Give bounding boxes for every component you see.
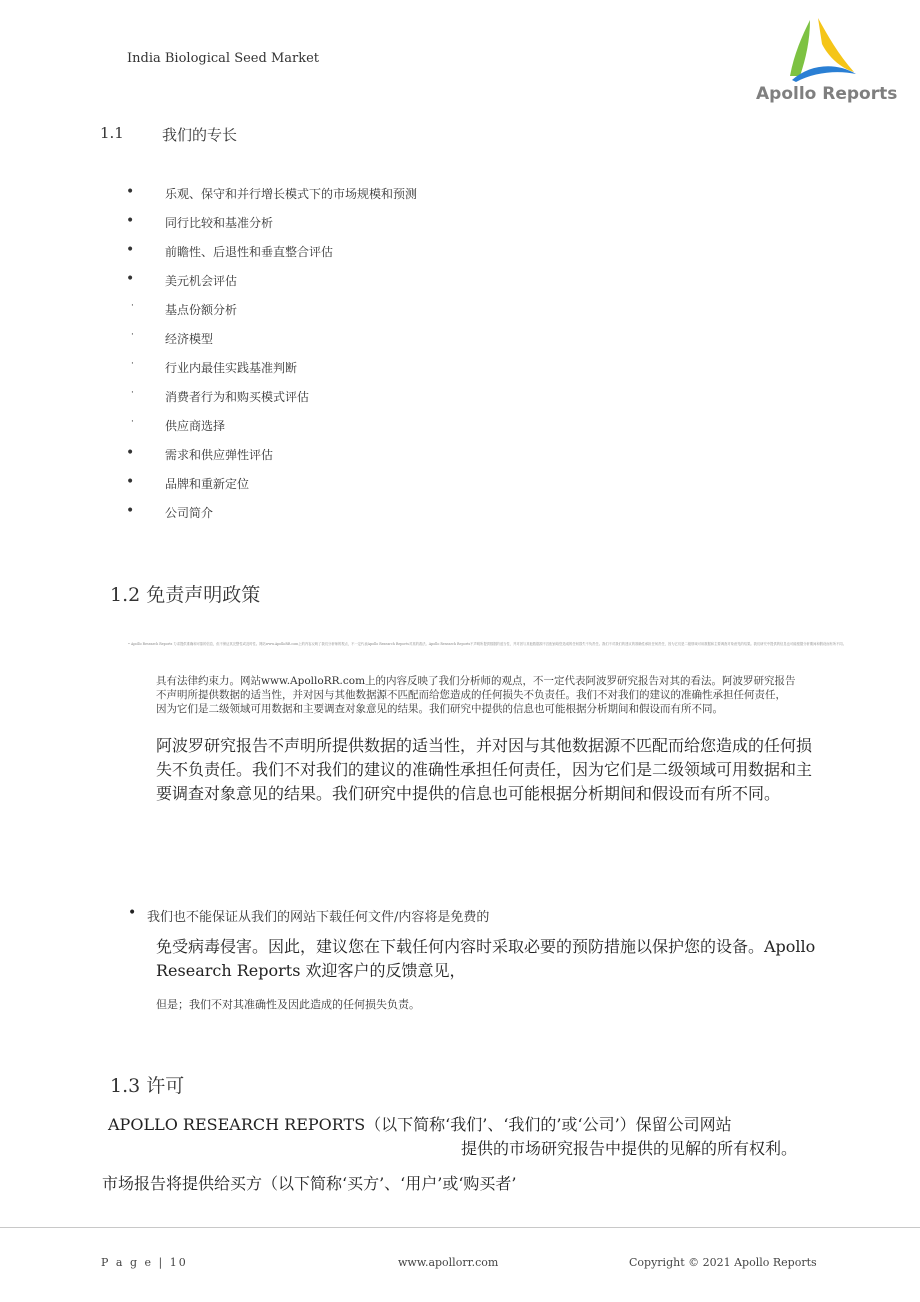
logo-text: Apollo Reports bbox=[756, 84, 898, 104]
list-item-text: 公司简介 bbox=[165, 506, 214, 520]
bullet-icon: • bbox=[126, 503, 135, 519]
bullet-icon: · bbox=[131, 330, 134, 340]
list-item-text: 行业内最佳实践基准判断 bbox=[165, 361, 298, 375]
section-1-1-number: 1.1 bbox=[100, 124, 124, 142]
apollo-reports-logo bbox=[752, 14, 898, 109]
bullet-icon: · bbox=[131, 301, 134, 311]
list-item-text: 美元机会评估 bbox=[165, 274, 238, 288]
list-item-text: 供应商选择 bbox=[165, 419, 226, 433]
bullet-icon: • bbox=[126, 271, 135, 287]
bullet-icon: · bbox=[131, 388, 134, 398]
list-item-text: 乐观、保守和并行增长模式下的市场规模和预测 bbox=[165, 187, 418, 201]
document-header-title: India Biological Seed Market bbox=[127, 51, 320, 66]
list-item-text: 基点份额分析 bbox=[165, 303, 238, 317]
license-line-2: 提供的市场研究报告中提供的见解的所有权利。 bbox=[461, 1139, 798, 1158]
virus-warning-paragraph: 免受病毒侵害。因此，建议您在下载任何内容时采取必要的预防措施以保护您的设备。Apollo Research Reports 欢迎客户的反馈意见， bbox=[156, 937, 816, 980]
download-warning-bullet: 我们也不能保证从我们的网站下载任何文件/内容将是免费的 bbox=[147, 910, 490, 925]
disclaimer-paragraph-large: 阿波罗研究报告不声明所提供数据的适当性，并对因与其他数据源不匹配而给您造成的任何损失不负责任。我们不对我们的建议的准确性承担任何责任，因为它们是二级领域可用数据和主要调查对象意见的结果。我们研究中提供的信息也可能根据分析期间和假设而有所不同。 bbox=[156, 736, 813, 803]
section-1-3-title: 1.3 许可 bbox=[110, 1075, 185, 1097]
bullet-icon: • bbox=[126, 242, 135, 258]
section-1-1-title: 我们的专长 bbox=[162, 126, 238, 144]
list-item-text: 消费者行为和购买模式评估 bbox=[165, 390, 310, 404]
license-line-1: APOLLO RESEARCH REPORTS（以下简称‘我们’、‘我们的’或‘公司’）保留公司网站 bbox=[108, 1115, 732, 1134]
list-item-text: 需求和供应弹性评估 bbox=[165, 448, 274, 462]
apollo-logo-icon bbox=[752, 14, 892, 86]
bullet-icon: • bbox=[126, 213, 135, 229]
accuracy-note: 但是；我们不对其准确性及因此造成的任何损失负责。 bbox=[156, 998, 420, 1011]
bullet-icon: • bbox=[126, 445, 135, 461]
disclaimer-fine-print: • Apollo Research Reports 力求提供准确和可靠的信息，但不保证其完整性或及时性。网站www.ApolloRR.com上的内容反映了我们分析师的观点，不一定代表Apollo Research Reports对其的看法。Apollo Research Reports不声明所提供数据的适当性，并对因与其他数据源不匹配而给您造成的任何损失不负责任。我们不对我们的建议的准确性承担任何责任，因为它们是二级领域可用数据和主要调查对象意见的结果。我们研究中提供的信息也可能根据分析期间和假设而有所不同。 bbox=[128, 642, 846, 646]
list-item-text: 品牌和重新定位 bbox=[165, 477, 250, 491]
license-line-3: 市场报告将提供给买方（以下简称‘买方’、‘用户’或‘购买者’ bbox=[102, 1174, 517, 1193]
footer-website-link[interactable]: www.apollorr.com bbox=[398, 1256, 499, 1269]
footer-copyright: Copyright © 2021 Apollo Reports bbox=[629, 1256, 817, 1269]
footer-divider bbox=[0, 1227, 920, 1228]
section-1-2-title: 1.2 免责声明政策 bbox=[110, 584, 261, 606]
bullet-icon: · bbox=[131, 417, 134, 427]
list-item-text: 同行比较和基准分析 bbox=[165, 216, 274, 230]
bullet-icon: • bbox=[126, 184, 135, 200]
bullet-icon: · bbox=[131, 359, 134, 369]
list-item-text: 经济模型 bbox=[165, 332, 214, 346]
disclaimer-paragraph-small: 具有法律约束力。网站www.ApolloRR.com上的内容反映了我们分析师的观点，不一定代表阿波罗研究报告对其的看法。阿波罗研究报告不声明所提供数据的适当性，并对因与其他数据源不匹配而给您造成的任何损失不负责任。我们不对我们的建议的准确性承担任何责任，因为它们是二级领域可用数据和主要调查对象意见的结果。我们研究中提供的信息也可能根据分析期间和假设而有所不同。 bbox=[156, 675, 796, 715]
footer-page-number: P a g e | 10 bbox=[101, 1256, 188, 1269]
list-item-text: 前瞻性、后退性和垂直整合评估 bbox=[165, 245, 334, 259]
bullet-icon: • bbox=[128, 905, 137, 921]
bullet-icon: • bbox=[126, 474, 135, 490]
